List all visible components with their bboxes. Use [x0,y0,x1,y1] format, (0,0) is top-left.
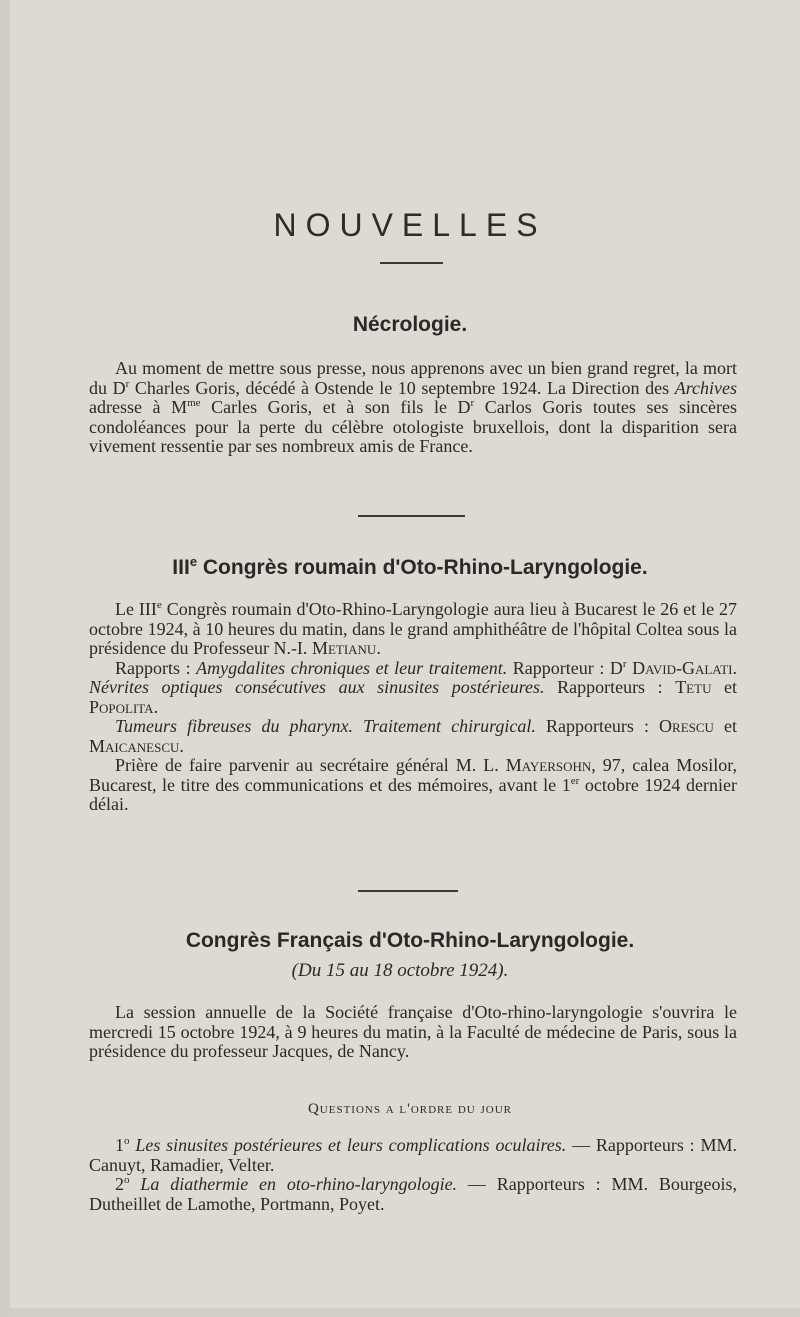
text-run: Prière de faire parvenir au secrétaire général M. L. [115,755,506,775]
text-run: Rapports : [115,657,197,678]
italic-text: Tumeurs fibreuses du pharynx. Traitement chirurgical. [115,716,536,736]
name-text: Popolita [89,696,154,717]
text-run: octobre 1924 dernier délai. [89,774,737,814]
page-left-edge [0,0,10,1317]
section-rule-2 [358,890,458,892]
italic-text: Les sinusites postérieures et leurs complications oculaires. [135,1135,567,1155]
name-text: David-Galati [632,657,733,678]
text-run: Rapporteurs : [544,677,676,697]
text-run: 2 [115,1174,124,1194]
title-rule [380,262,443,264]
question-1 [89,1136,737,1175]
text-run: Carlos Goris toutes ses sincères condoléances pour la perte du célèbre otologiste bruxellois, dont la disparition sera vivement ressentie par ses nombreux amis de France. [89,397,738,456]
necrologie-text [89,359,737,457]
superscript: er [570,774,580,787]
page-title: NOUVELLES [273,207,547,243]
questions-heading: Questions a l'ordre du jour [307,1101,513,1117]
text-run: Carles Goris, et à son fils le D [200,397,471,417]
italic-text: Névrites optiques consécutives aux sinusites postérieures. [89,677,545,697]
text-run: Rapporteur : D [507,657,623,678]
text-run: . [179,735,184,756]
text-run: . [376,638,381,658]
roumain-para-2 [89,659,737,718]
congres-francais-intro [89,1003,737,1062]
page-bottom-edge [10,1308,800,1317]
roumain-para-4 [89,756,737,815]
congres-francais-heading: Congrès Français d'Oto-Rhino-Laryngologie. [185,929,635,952]
text-run: Le III [115,599,157,619]
francais-intro-text [89,1003,737,1062]
text-run: — Rapporteurs : MM. Canuyt, Ramadier, Velter. [89,1135,737,1175]
italic-text: La diathermie en oto-rhino-laryngologie. [140,1174,458,1194]
text-run [130,1174,141,1194]
text-run: adresse à M [89,397,188,417]
heading-sup: e [189,554,198,569]
text-run: . [153,696,159,717]
congres-roumain-body [89,600,737,815]
questions-list [89,1136,737,1214]
italic-text: Amygdalites chroniques et leur traitement. [196,657,508,678]
text-run: Au moment de mettre sous presse, nous apprenons avec un bien grand regret, la mort du D [89,358,737,398]
roumain-para-3 [89,717,737,756]
name-text: Mayersohn [505,755,592,775]
heading-rest: Congrès roumain d'Oto-Rhino-Laryngologie. [197,556,648,579]
text-run: 1 [115,1135,124,1155]
name-text: Metianu [311,638,377,658]
necrologie-paragraph [89,359,737,457]
text-run: Congrès roumain d'Oto-Rhino-Laryngologie aura lieu à Bucarest le 26 et le 27 octobre 1924, à 10 heures du matin, dans le grand amphithéâtre de l'hôpital Coltea sous la présidence du Professeur N.-I. [89,599,738,658]
superscript: me [187,397,201,409]
text-run: La session annuelle de la Société française d'Oto-rhino-laryngologie s'ouvrira le mercredi 15 octobre 1924, à 9 heures du matin, à la Faculté de médecine de Paris, sous la présidence du professeur Jacques, de Nancy. [89,1002,737,1061]
roumain-para-1 [89,600,737,659]
text-run: Rapporteurs : [535,716,660,736]
text-run: et [711,677,737,697]
italic-text: Archives [674,377,738,398]
superscript: o [124,1135,130,1147]
superscript: r [470,397,475,409]
text-run: et [713,716,737,736]
superscript: e [156,599,162,611]
text-run: — Rapporteurs : MM. Bourgeois, Dutheillet de Lamothe, Portmann, Poyet. [89,1174,737,1214]
name-text: Orescu [659,716,714,736]
congres-francais-dates: (Du 15 au 18 octobre 1924). [291,960,509,981]
text-run: Charles Goris, décédé à Ostende le 10 septembre 1924. La Direction des [129,377,675,398]
text-run: , 97, calea Mosilor, Bucarest, le titre des communications et des mémoires, avant le 1 [89,755,738,795]
text-run: . [732,657,737,678]
necrologie-heading: Nécrologie. [352,313,468,336]
superscript: r [125,377,130,390]
name-text: Maicanescu [89,735,180,756]
section-rule-1 [358,515,465,517]
name-text: Tetu [675,677,712,697]
congres-roumain-heading [0,556,800,580]
heading-roman: III [172,556,190,579]
superscript: o [124,1174,130,1186]
superscript: r [622,657,627,670]
question-2 [89,1175,737,1214]
